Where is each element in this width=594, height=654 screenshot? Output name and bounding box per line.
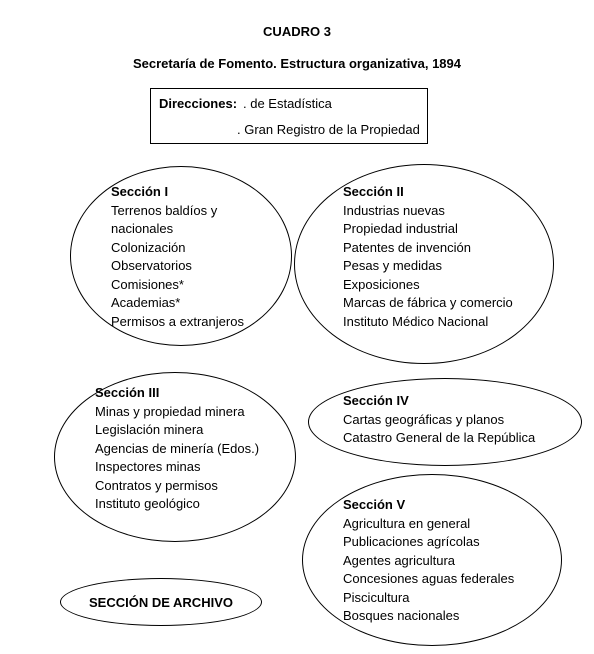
seccion-5-content [343,496,514,626]
seccion-2-item: Pesas y medidas [343,258,442,273]
seccion-5-title: Sección V [343,497,406,512]
seccion-3-title: Sección III [95,385,160,400]
seccion-1-item: Terrenos baldíos y [111,202,218,218]
seccion-2-content [343,183,513,331]
seccion-2-item: Industrias nuevas [343,202,445,218]
seccion-4-content [343,392,535,448]
seccion-2-item: Marcas de fábrica y comercio [343,295,513,310]
seccion-2-title: Sección II [343,184,404,199]
seccion-3-item: Inspectores minas [95,459,201,474]
page-title: CUADRO 3 [263,24,331,39]
seccion-2-item: Propiedad industrial [343,221,458,236]
seccion-5-item: Concesiones aguas federales [343,571,515,586]
direccion-item: . Gran Registro de la Propiedad [237,122,420,137]
seccion-2-item: Patentes de invención [343,239,471,255]
seccion-1-content [111,183,244,331]
seccion-1-item: Observatorios [111,258,192,273]
seccion-5-item: Piscicultura [343,589,410,605]
seccion-1-item: Colonización [111,239,186,255]
seccion-1-item: Academias* [111,295,181,310]
page-subtitle: Secretaría de Fomento. Estructura organizativa, 1894 [132,56,461,71]
seccion-1-title: Sección I [111,184,169,199]
seccion-4-title: Sección IV [343,393,409,408]
seccion-5-item: Bosques nacionales [343,608,460,623]
seccion-1-item: Comisiones* [111,276,184,292]
seccion-4-item: Catastro General de la República [343,430,536,445]
seccion-3-item: Instituto geológico [95,496,200,511]
archivo-label: SECCIÓN DE ARCHIVO [89,594,233,610]
direcciones-label: Direcciones: [159,96,238,111]
seccion-2-item: Instituto Médico Nacional [343,313,489,329]
seccion-5-item: Agricultura en general [343,515,471,531]
seccion-1-item: nacionales [111,221,174,236]
direccion-item: . de Estadística [243,96,332,111]
seccion-3-item: Contratos y permisos [95,477,218,493]
seccion-5-item: Publicaciones agrícolas [343,534,480,549]
seccion-3-item: Legislación minera [95,422,204,437]
seccion-2-item: Exposiciones [343,276,420,292]
seccion-4-item: Cartas geográficas y planos [343,411,505,427]
seccion-3-content [95,384,259,514]
direcciones-box [150,88,428,144]
seccion-3-item: Minas y propiedad minera [95,403,245,419]
seccion-1-item: Permisos a extranjeros [111,313,244,329]
seccion-3-item: Agencias de minería (Edos.) [95,440,260,456]
seccion-5-item: Agentes agricultura [343,552,456,568]
